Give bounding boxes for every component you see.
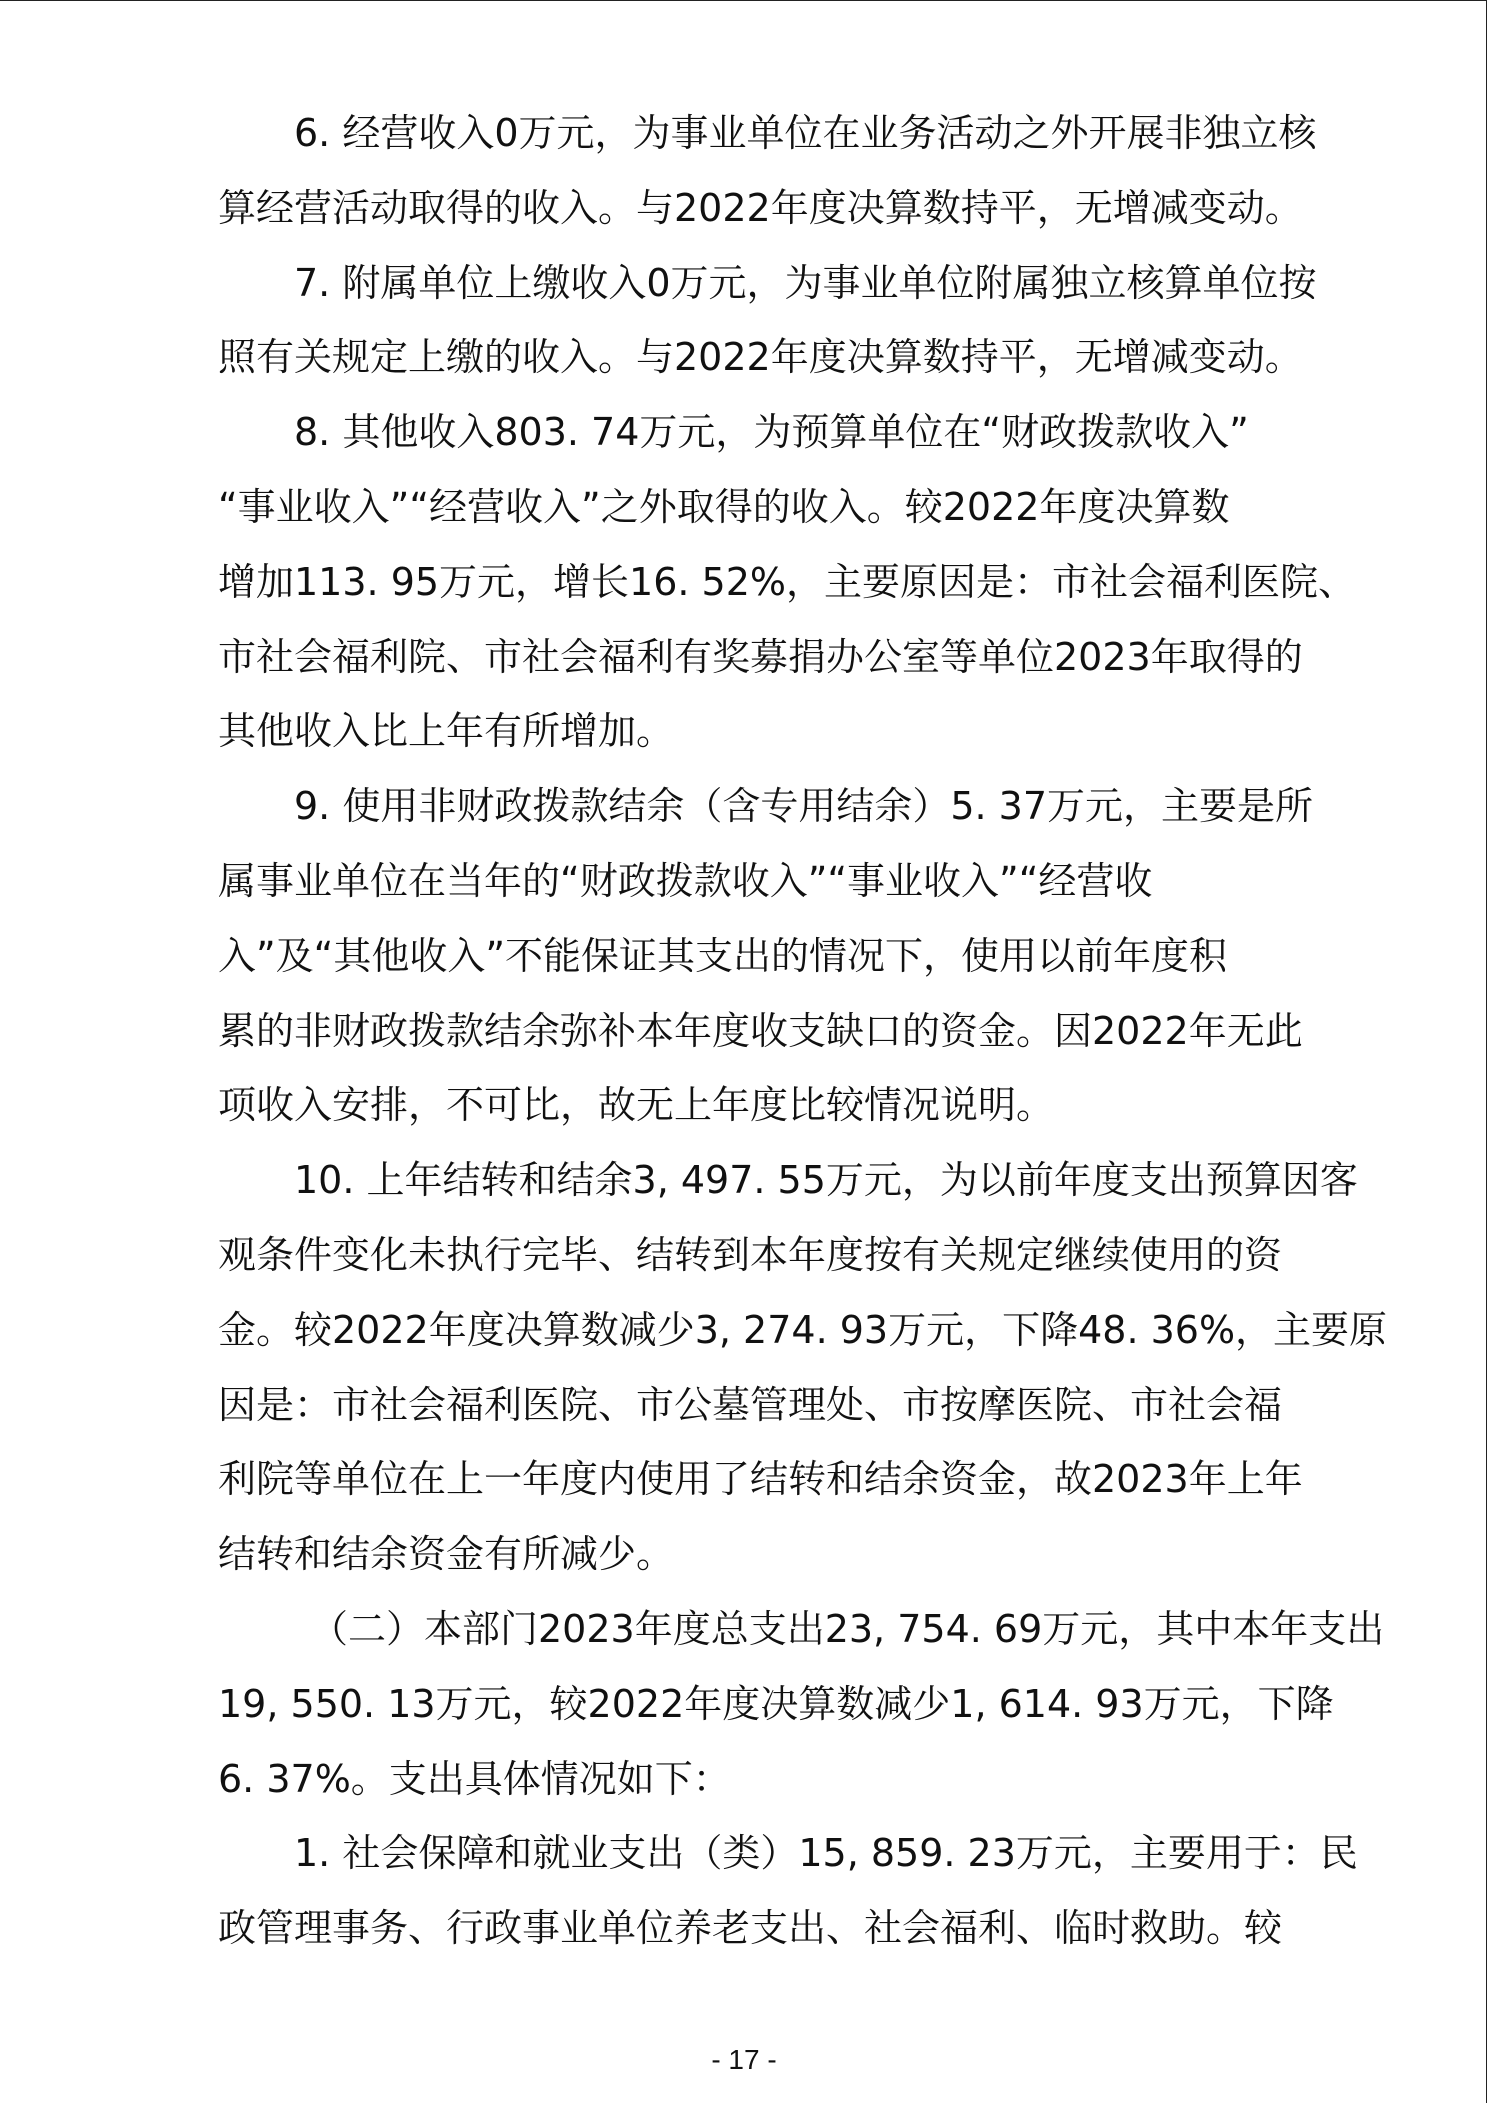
text-line: 因是：市社会福利医院、市公墓管理处、市按摩医院、市社会福 (218, 1382, 1283, 1427)
text-line: 10. 上年结转和结余3, 497. 55万元，为以前年度支出预算因客 (294, 1158, 1358, 1203)
text-line: 7. 附属单位上缴收入0万元，为事业单位附属独立核算单位按 (294, 260, 1317, 305)
text-line: 增加113. 95万元，增长16. 52%，主要原因是：市社会福利医院、 (218, 559, 1357, 604)
text-line: 累的非财政拨款结余弥补本年度收支缺口的资金。因2022年无此 (218, 1008, 1303, 1053)
paragraph-affiliated-income (218, 246, 1317, 396)
text-line: 19, 550. 13万元，较2022年度决算数减少1, 614. 93万元，下降 (218, 1681, 1334, 1726)
document-body (218, 96, 1388, 1966)
paragraph-carryover-balance (218, 1143, 1388, 1592)
text-line: 入”及“其他收入”不能保证其支出的情况下，使用以前年度积 (218, 933, 1228, 978)
text-line: 利院等单位在上一年度内使用了结转和结余资金，故2023年上年 (218, 1457, 1303, 1502)
text-line: 市社会福利院、市社会福利有奖募捐办公室等单位2023年取得的 (218, 634, 1303, 679)
text-line: 1. 社会保障和就业支出（类）15, 859. 23万元，主要用于：民 (294, 1831, 1358, 1876)
text-line: 项收入安排，不可比，故无上年度比较情况说明。 (218, 1083, 1055, 1128)
paragraph-non-fiscal-balance (218, 769, 1314, 1143)
text-line: 其他收入比上年有所增加。 (218, 709, 675, 754)
paragraph-operating-income (218, 96, 1317, 246)
paragraph-total-expenditure (218, 1592, 1385, 1816)
text-line: 观条件变化未执行完毕、结转到本年度按有关规定继续使用的资 (218, 1232, 1283, 1277)
text-line: 9. 使用非财政拨款结余（含专用结余）5. 37万元，主要是所 (294, 784, 1314, 829)
text-line: 6. 37%。支出具体情况如下： (218, 1756, 731, 1801)
text-line: 8. 其他收入803. 74万元，为预算单位在“财政拨款收入” (294, 410, 1249, 455)
text-line: 金。较2022年度决算数减少3, 274. 93万元，下降48. 36%，主要原 (218, 1307, 1388, 1352)
text-line: “事业收入”“经营收入”之外取得的收入。较2022年度决算数 (218, 484, 1230, 529)
text-line: 算经营活动取得的收入。与2022年度决算数持平，无增减变动。 (218, 185, 1303, 230)
text-line: 6. 经营收入0万元，为事业单位在业务活动之外开展非独立核 (294, 111, 1317, 155)
paragraph-social-security-expenditure (218, 1816, 1358, 1966)
text-line: 照有关规定上缴的收入。与2022年度决算数持平，无增减变动。 (218, 335, 1303, 380)
page-number: - 17 - (711, 2044, 777, 2075)
text-line: （二）本部门2023年度总支出23, 754. 69万元，其中本年支出 (310, 1606, 1385, 1651)
text-line: 属事业单位在当年的“财政拨款收入”“事业收入”“经营收 (218, 858, 1153, 903)
text-line: 政管理事务、行政事业单位养老支出、社会福利、临时救助。较 (218, 1906, 1283, 1951)
paragraph-other-income (218, 395, 1357, 769)
text-line: 结转和结余资金有所减少。 (218, 1532, 675, 1577)
